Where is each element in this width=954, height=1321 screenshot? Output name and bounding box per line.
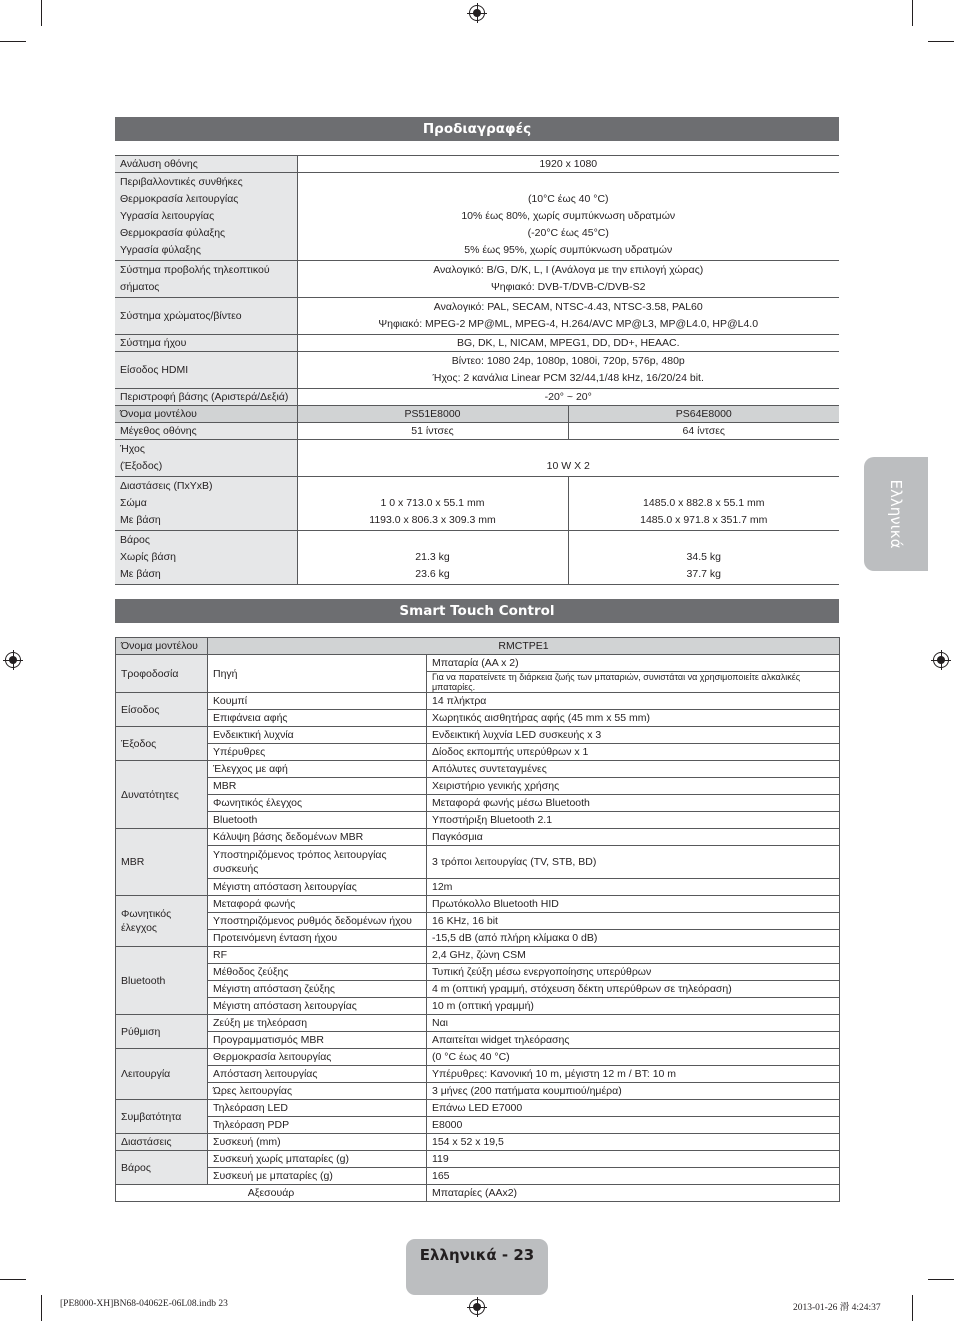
cell-line: Με βάση	[120, 568, 161, 580]
cell-line: 10% έως 80%, χωρίς συμπύκνωση υδρατμών	[461, 210, 676, 222]
spec-value-model2: PS64E8000	[568, 406, 839, 423]
page-number: Ελληνικά - 23	[419, 1246, 535, 1264]
crop-mark	[0, 41, 26, 42]
stc-item-key: Συσκευή χωρίς μπαταρίες (g)	[208, 1151, 427, 1168]
stc-group-label: Συμβατότητα	[116, 1100, 208, 1134]
footer-file-info: [PE8000-XH]BN68-04062E-06L08.indb 23	[60, 1299, 228, 1309]
stc-accessory-row	[116, 1185, 840, 1202]
stc-item-value: Τυπική ζεύξη μέσω ενεργοποίησης υπερύθρων	[427, 964, 840, 981]
stc-group-label: Είσοδος	[116, 693, 208, 727]
stc-item-key: Πηγή	[208, 655, 427, 693]
cell-line: Ψηφιακό: MPEG-2 MP@ML, MPEG-4, H.264/AVC MP@L3, MP@L4.0, HP@L4.0	[378, 318, 759, 330]
stc-item-key: Υποστηριζόμενος ρυθμός δεδομένων ήχου	[208, 913, 427, 930]
crop-mark	[0, 1279, 26, 1280]
spec-label: Μέγεθος οθόνης	[115, 423, 297, 440]
cell-line: 34.5 kg	[686, 551, 721, 563]
spec-value-model1	[297, 531, 568, 585]
stc-group-label: Τροφοδοσία	[116, 655, 208, 693]
spec-row	[115, 156, 839, 173]
cell-line: Με βάση	[120, 514, 161, 526]
stc-table	[115, 637, 840, 1202]
spec-row	[115, 423, 839, 440]
spec-label	[115, 261, 297, 298]
spec-value-model2: 64 ίντσες	[568, 423, 839, 440]
stc-item-key: Μέγιστη απόσταση λειτουργίας	[208, 998, 427, 1015]
stc-row	[116, 1032, 840, 1049]
stc-item-value: 10 m (οπτική γραμμή)	[427, 998, 840, 1015]
cell-line: (-20°C έως 45°C)	[527, 227, 609, 239]
stc-item-value: 12m	[427, 879, 840, 896]
stc-row	[116, 1066, 840, 1083]
stc-item-value: 14 πλήκτρα	[427, 693, 840, 710]
cell-line: 37.7 kg	[686, 568, 721, 580]
spec-label: Σύστημα χρώματος/βίντεο	[115, 298, 297, 335]
stc-row	[116, 930, 840, 947]
crop-mark	[41, 1295, 42, 1321]
stc-row	[116, 1083, 840, 1100]
spec-row	[115, 477, 839, 531]
stc-item-key: Μέθοδος ζεύξης	[208, 964, 427, 981]
spec-row	[115, 335, 839, 352]
stc-group-label: MBR	[116, 829, 208, 896]
stc-row	[116, 778, 840, 795]
spec-label	[115, 477, 297, 531]
stc-item-key: Θερμοκρασία λειτουργίας	[208, 1049, 427, 1066]
stc-row	[116, 981, 840, 998]
cell-line: 1485.0 x 971.8 x 351.7 mm	[640, 514, 768, 526]
stc-row	[116, 879, 840, 896]
stc-item-key: Κουμπί	[208, 693, 427, 710]
stc-row	[116, 1151, 840, 1168]
cell-line: έλεγχος	[121, 922, 157, 934]
spec-value-model2	[568, 531, 839, 585]
stc-item-key: Φωνητικός έλεγχος	[208, 795, 427, 812]
cell-line: 1193.0 x 806.3 x 309.3 mm	[369, 514, 496, 526]
stc-accessory-label: Αξεσουάρ	[116, 1185, 427, 1202]
cell-line	[303, 174, 835, 191]
stc-item-value: Ενδεικτική λυχνία LED συσκευής x 3	[427, 727, 840, 744]
stc-group-label: Διαστάσεις	[116, 1134, 208, 1151]
stc-row	[116, 1134, 840, 1151]
stc-item-value: Χωρητικός αισθητήρας αφής (45 mm x 55 mm)	[427, 710, 840, 727]
spec-value-model1: 51 ίντσες	[297, 423, 568, 440]
language-side-tab	[864, 457, 928, 571]
cell-line: Αναλογικό: PAL, SECAM, NTSC-4.43, NTSC-3.58, PAL60	[433, 301, 703, 313]
cell-line: Θερμοκρασία φύλαξης	[120, 227, 226, 239]
stc-item-value: Επάνω LED E7000	[427, 1100, 840, 1117]
cell-line: 23.6 kg	[415, 568, 450, 580]
stc-group-label: Bluetooth	[116, 947, 208, 1015]
stc-row	[116, 947, 840, 964]
stc-row	[116, 964, 840, 981]
spec-value	[297, 173, 839, 261]
stc-row	[116, 744, 840, 761]
stc-group-label: Έξοδος	[116, 727, 208, 761]
cell-line: Υγρασία φύλαξης	[120, 244, 201, 256]
spec-label	[115, 173, 297, 261]
stc-item-value: E8000	[427, 1117, 840, 1134]
stc-item-value: Υποστήριξη Bluetooth 2.1	[427, 812, 840, 829]
cell-line	[303, 478, 563, 495]
stc-item-key: Υπέρυθρες	[208, 744, 427, 761]
cell-line: Αναλογικό: B/G, D/K, L, I (Ανάλογα με την επιλογή χώρας)	[433, 264, 704, 276]
spec-label	[115, 440, 297, 477]
stc-item-key: MBR	[208, 778, 427, 795]
spec-label	[115, 531, 297, 585]
stc-item-value: Απαιτείται widget τηλεόρασης	[427, 1032, 840, 1049]
stc-item-key: Κάλυψη βάσης δεδομένων MBR	[208, 829, 427, 846]
spec-table	[115, 155, 839, 585]
cell-line: Βίντεο: 1080 24p, 1080p, 1080i, 720p, 576p, 480p	[451, 355, 685, 367]
stc-item-value: 165	[427, 1168, 840, 1185]
registration-mark-icon	[933, 652, 949, 668]
cell-line	[303, 441, 835, 458]
stc-group-label: Δυνατότητες	[116, 761, 208, 829]
spec-value: 1920 x 1080	[297, 156, 839, 173]
crop-mark	[928, 1279, 954, 1280]
cell-line: Υποστηριζόμενος τρόπος λειτουργίας	[213, 849, 387, 861]
spec-row	[115, 261, 839, 298]
cell-line: 21.3 kg	[415, 551, 450, 563]
stc-row	[116, 761, 840, 778]
stc-model-row	[116, 638, 840, 655]
stc-item-value: 3 μήνες (200 πατήματα κουμπιού/ημέρα)	[427, 1083, 840, 1100]
spec-value	[297, 440, 839, 477]
stc-item-value: Υπέρυθρες: Κανονική 10 m, μέγιστη 12 m / BT: 10 m	[427, 1066, 840, 1083]
spec-value	[297, 298, 839, 335]
cell-line: 5% έως 95%, χωρίς συμπύκνωση υδρατμών	[464, 244, 673, 256]
stc-group-label	[116, 896, 208, 947]
registration-mark-icon	[5, 652, 21, 668]
spec-row	[115, 298, 839, 335]
cell-line: Χωρίς βάση	[120, 551, 176, 563]
stc-item-value: Μεταφορά φωνής μέσω Bluetooth	[427, 795, 840, 812]
stc-item-key: Επιφάνεια αφής	[208, 710, 427, 727]
stc-group-label: Λειτουργία	[116, 1049, 208, 1100]
spec-value	[297, 352, 839, 389]
cell-line: Φωνητικός	[121, 908, 172, 920]
crop-mark	[912, 1295, 913, 1321]
cell-line: συσκευής	[213, 863, 259, 875]
stc-row	[116, 1100, 840, 1117]
stc-item-key	[208, 846, 427, 879]
page-number-box	[406, 1239, 548, 1295]
stc-row	[116, 829, 840, 846]
cell-line: Υγρασία λειτουργίας	[120, 210, 215, 222]
stc-item-value: Παγκόσμια	[427, 829, 840, 846]
stc-item-value: Χειριστήριο γενικής χρήσης	[427, 778, 840, 795]
stc-row	[116, 1015, 840, 1032]
stc-item-key: Bluetooth	[208, 812, 427, 829]
stc-row	[116, 1049, 840, 1066]
spec-label: Όνομα μοντέλου	[115, 406, 297, 423]
cell-line: Σύστημα προβολής τηλεοπτικού	[120, 264, 270, 276]
cell-line: (10°C έως 40 °C)	[527, 193, 609, 205]
stc-row	[116, 1168, 840, 1185]
stc-row	[116, 896, 840, 913]
spec-label: Ανάλυση οθόνης	[115, 156, 297, 173]
stc-item-value: (0 °C έως 40 °C)	[427, 1049, 840, 1066]
spec-value-model2	[568, 477, 839, 531]
cell-line: 10 W X 2	[546, 460, 590, 472]
cell-line	[574, 478, 835, 495]
footer-timestamp: 2013-01-26 滑 4:24:37	[793, 1303, 881, 1313]
stc-item-value: 154 x 52 x 19,5	[427, 1134, 840, 1151]
stc-item-value: Ναι	[427, 1015, 840, 1032]
stc-item-value: 119	[427, 1151, 840, 1168]
stc-item-key: RF	[208, 947, 427, 964]
spec-label: Είσοδος HDMI	[115, 352, 297, 389]
cell-line: Ήχος	[120, 443, 145, 455]
cell-line: (Έξοδος)	[120, 460, 163, 472]
crop-mark	[41, 0, 42, 26]
stc-row	[116, 655, 840, 672]
stc-item-note: Για να παρατείνετε τη διάρκεια ζωής των μπαταριών, συνιστάται να χρησιμοποιείτε αλκαλικές μπαταρίες.	[427, 672, 840, 693]
spec-value: -20° ~ 20°	[297, 389, 839, 406]
spec-row	[115, 389, 839, 406]
stc-group-label: Βάρος	[116, 1151, 208, 1185]
spec-value-model1	[297, 477, 568, 531]
cell-line	[303, 532, 563, 549]
stc-item-value: Μπαταρία (AA x 2)	[427, 655, 840, 672]
spec-section-title: Προδιαγραφές	[115, 117, 839, 141]
stc-accessory-value: Μπαταρίες (AAx2)	[427, 1185, 840, 1202]
stc-item-key: Απόσταση λειτουργίας	[208, 1066, 427, 1083]
stc-row	[116, 710, 840, 727]
registration-mark-icon	[469, 5, 485, 21]
stc-item-key: Μέγιστη απόσταση ζεύξης	[208, 981, 427, 998]
spec-label: Περιστροφή βάσης (Αριστερά/Δεξιά)	[115, 389, 297, 406]
stc-item-key: Συσκευή με μπαταρίες (g)	[208, 1168, 427, 1185]
stc-row	[116, 1117, 840, 1134]
spec-value: BG, DK, L, NICAM, MPEG1, DD, DD+, HEAAC.	[297, 335, 839, 352]
cell-line: Ψηφιακό: DVB-T/DVB-C/DVB-S2	[490, 281, 646, 293]
cell-line: Περιβαλλοντικές συνθήκες	[120, 176, 243, 188]
stc-item-value: Δίοδος εκπομπής υπερύθρων x 1	[427, 744, 840, 761]
cell-line: 1 0 x 713.0 x 55.1 mm	[380, 497, 485, 509]
cell-line	[574, 532, 835, 549]
stc-model-label: Όνομα μοντέλου	[116, 638, 208, 655]
stc-row	[116, 693, 840, 710]
stc-item-value: 2,4 GHz, ζώνη CSM	[427, 947, 840, 964]
stc-item-key: Τηλεόραση LED	[208, 1100, 427, 1117]
stc-row	[116, 998, 840, 1015]
stc-item-key: Ζεύξη με τηλεόραση	[208, 1015, 427, 1032]
stc-item-key: Μέγιστη απόσταση λειτουργίας	[208, 879, 427, 896]
stc-item-value: 3 τρόποι λειτουργίας (TV, STB, BD)	[427, 846, 840, 879]
cell-line: 1485.0 x 882.8 x 55.1 mm	[643, 497, 765, 509]
spec-label: Σύστημα ήχου	[115, 335, 297, 352]
stc-row	[116, 913, 840, 930]
cell-line: Θερμοκρασία λειτουργίας	[120, 193, 239, 205]
cell-line: Σώμα	[120, 497, 147, 509]
spec-row	[115, 440, 839, 477]
spec-row	[115, 352, 839, 389]
stc-item-value: Απόλυτες συντεταγμένες	[427, 761, 840, 778]
cell-line: Διαστάσεις (ΠxΥxΒ)	[120, 480, 213, 492]
registration-mark-icon	[469, 1299, 485, 1315]
cell-line: Ήχος: 2 κανάλια Linear PCM 32/44,1/48 kHz, 16/20/24 bit.	[432, 372, 704, 384]
spec-value	[297, 261, 839, 298]
stc-item-key: Προγραμματισμός MBR	[208, 1032, 427, 1049]
stc-row	[116, 846, 840, 879]
spec-row	[115, 531, 839, 585]
stc-item-key: Προτεινόμενη ένταση ήχου	[208, 930, 427, 947]
stc-item-value: 16 KHz, 16 bit	[427, 913, 840, 930]
stc-item-key: Ώρες λειτουργίας	[208, 1083, 427, 1100]
stc-item-key: Συσκευή (mm)	[208, 1134, 427, 1151]
stc-model-value: RMCTPE1	[208, 638, 840, 655]
stc-row	[116, 795, 840, 812]
stc-item-key: Μεταφορά φωνής	[208, 896, 427, 913]
stc-item-value: 4 m (οπτική γραμμή, στόχευση δέκτη υπερύθρων σε τηλεόραση)	[427, 981, 840, 998]
cell-line: σήματος	[120, 281, 160, 293]
stc-item-key: Ενδεικτική λυχνία	[208, 727, 427, 744]
spec-value-model1: PS51E8000	[297, 406, 568, 423]
stc-row	[116, 727, 840, 744]
spec-row	[115, 173, 839, 261]
cell-line: Βάρος	[120, 534, 150, 546]
crop-mark	[928, 41, 954, 42]
stc-row	[116, 812, 840, 829]
crop-mark	[912, 0, 913, 26]
stc-item-value: -15,5 dB (από πλήρη κλίμακα 0 dB)	[427, 930, 840, 947]
stc-item-key: Έλεγχος με αφή	[208, 761, 427, 778]
spec-row	[115, 406, 839, 423]
stc-item-value: Πρωτόκολλο Bluetooth HID	[427, 896, 840, 913]
stc-section-title: Smart Touch Control	[115, 599, 839, 623]
stc-group-label: Ρύθμιση	[116, 1015, 208, 1049]
stc-item-key: Τηλεόραση PDP	[208, 1117, 427, 1134]
language-side-tab-label: Ελληνικά	[887, 479, 905, 549]
